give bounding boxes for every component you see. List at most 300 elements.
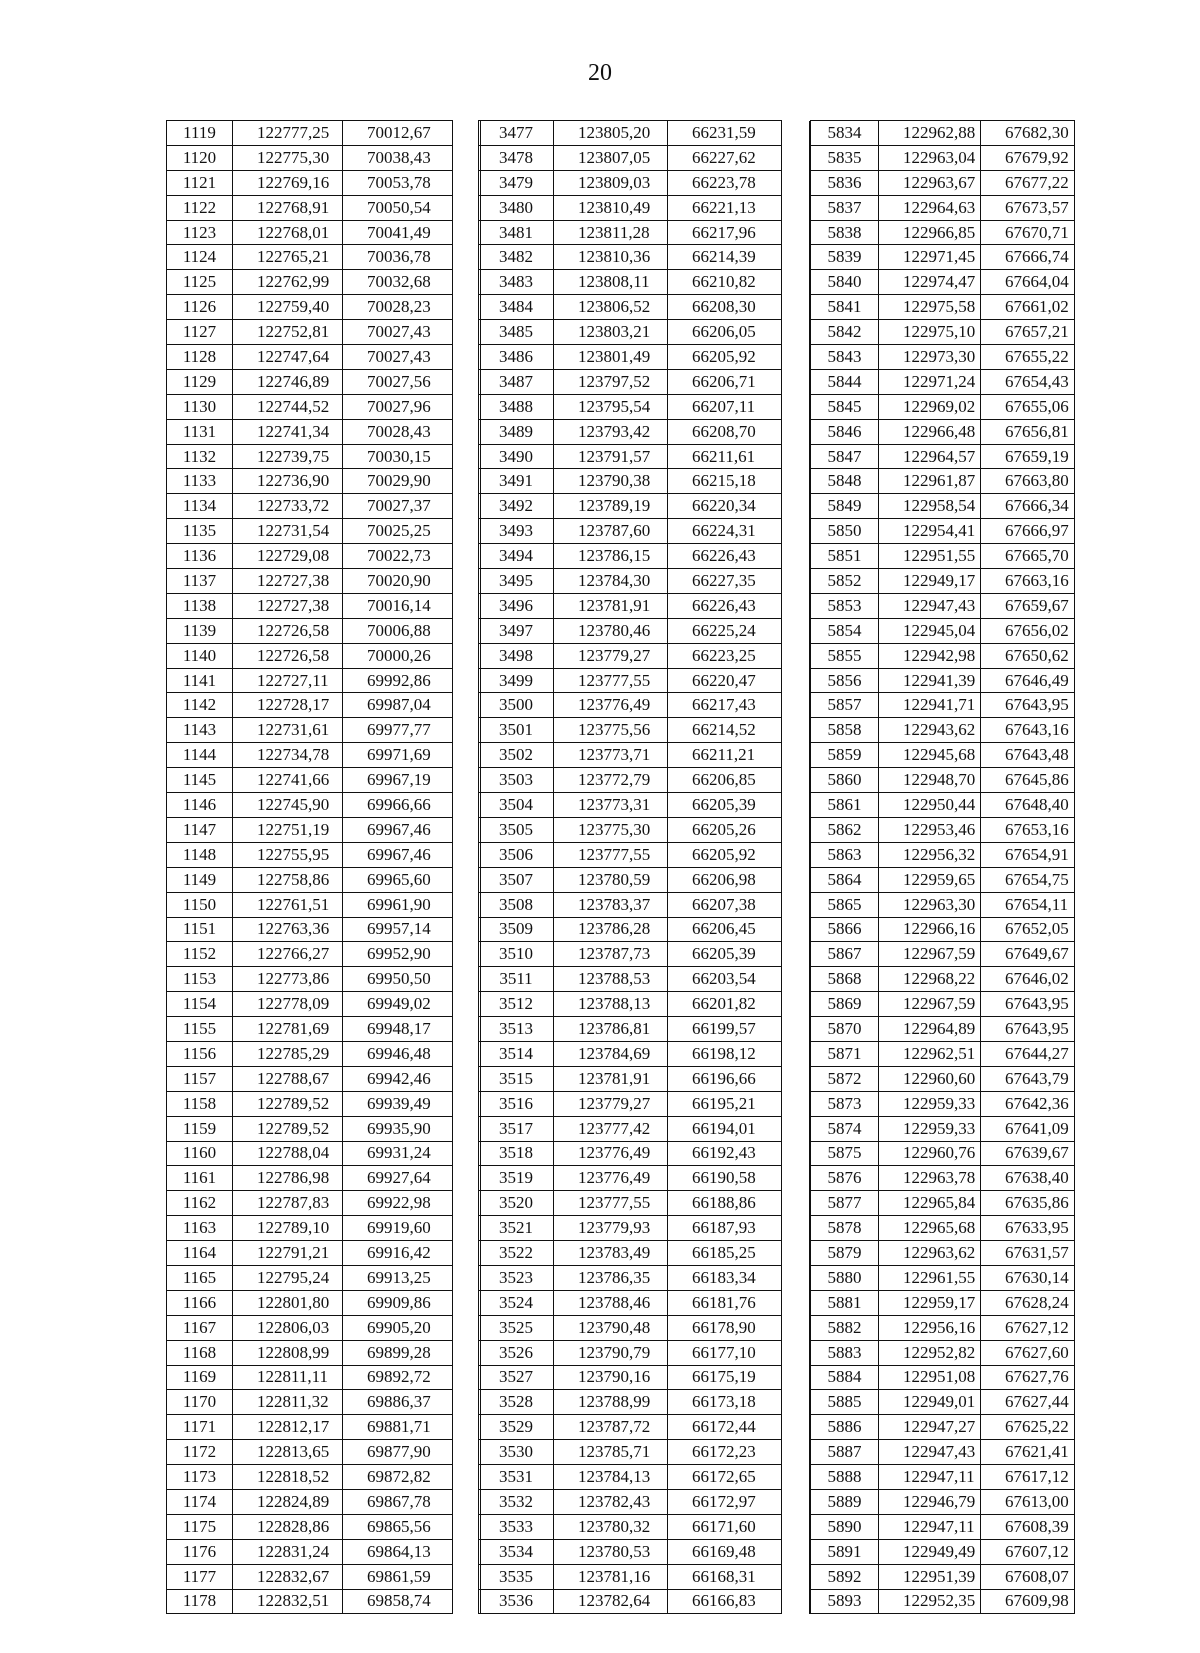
y-coordinate-cell: 66227,35	[668, 569, 782, 594]
x-coordinate-cell: 122755,95	[233, 842, 343, 867]
y-coordinate-cell: 67627,44	[981, 1390, 1075, 1415]
x-coordinate-cell: 123775,56	[554, 718, 668, 743]
y-coordinate-cell: 69966,66	[343, 793, 453, 818]
point-number-cell: 1159	[167, 1116, 233, 1141]
y-coordinate-cell: 66205,39	[668, 793, 782, 818]
point-number-cell: 5849	[811, 494, 879, 519]
x-coordinate-cell: 123776,49	[554, 1141, 668, 1166]
y-coordinate-cell: 67666,74	[981, 245, 1075, 270]
point-number-cell: 1177	[167, 1564, 233, 1589]
x-coordinate-cell: 122795,24	[233, 1265, 343, 1290]
table-row	[167, 842, 481, 867]
table-row	[167, 270, 481, 295]
point-number-cell: 3521	[479, 1216, 554, 1241]
column-gap	[782, 1539, 810, 1564]
table-row	[167, 519, 481, 544]
point-number-cell: 1136	[167, 544, 233, 569]
x-coordinate-cell: 122832,51	[233, 1589, 343, 1614]
point-number-cell: 5859	[811, 743, 879, 768]
x-coordinate-cell: 123784,30	[554, 569, 668, 594]
y-coordinate-cell: 69942,46	[343, 1066, 453, 1091]
x-coordinate-cell: 123786,35	[554, 1265, 668, 1290]
point-number-cell: 1149	[167, 867, 233, 892]
x-coordinate-cell: 122945,68	[879, 743, 981, 768]
point-number-cell: 5857	[811, 693, 879, 718]
point-number-cell: 5884	[811, 1365, 879, 1390]
column-gap	[453, 1415, 481, 1440]
y-coordinate-cell: 66206,98	[668, 867, 782, 892]
x-coordinate-cell: 123790,48	[554, 1315, 668, 1340]
column-gap	[782, 817, 810, 842]
table-row	[479, 593, 810, 618]
x-coordinate-cell: 122813,65	[233, 1440, 343, 1465]
column-gap	[453, 1390, 481, 1415]
table-row	[167, 967, 481, 992]
table-row	[811, 121, 1075, 146]
point-number-cell: 1161	[167, 1166, 233, 1191]
point-number-cell: 1167	[167, 1315, 233, 1340]
y-coordinate-cell: 66207,11	[668, 394, 782, 419]
x-coordinate-cell: 122828,86	[233, 1514, 343, 1539]
point-number-cell: 5865	[811, 892, 879, 917]
x-coordinate-cell: 123776,49	[554, 1166, 668, 1191]
table-row	[479, 170, 810, 195]
y-coordinate-cell: 70050,54	[343, 195, 453, 220]
x-coordinate-cell: 122832,67	[233, 1564, 343, 1589]
x-coordinate-cell: 122943,62	[879, 718, 981, 743]
column-gap	[453, 992, 481, 1017]
x-coordinate-cell: 122956,16	[879, 1315, 981, 1340]
table-row	[167, 170, 481, 195]
table-row	[479, 369, 810, 394]
point-number-cell: 3485	[479, 320, 554, 345]
column-gap	[782, 419, 810, 444]
table-row	[811, 519, 1075, 544]
point-number-cell: 1147	[167, 817, 233, 842]
table-row	[167, 693, 481, 718]
y-coordinate-cell: 67641,09	[981, 1116, 1075, 1141]
y-coordinate-cell: 67608,07	[981, 1564, 1075, 1589]
x-coordinate-cell: 122942,98	[879, 643, 981, 668]
column-gap	[782, 569, 810, 594]
x-coordinate-cell: 122731,54	[233, 519, 343, 544]
point-number-cell: 1176	[167, 1539, 233, 1564]
x-coordinate-cell: 122961,55	[879, 1265, 981, 1290]
y-coordinate-cell: 67654,75	[981, 867, 1075, 892]
y-coordinate-cell: 66198,12	[668, 1041, 782, 1066]
point-number-cell: 1120	[167, 145, 233, 170]
x-coordinate-cell: 122759,40	[233, 295, 343, 320]
y-coordinate-cell: 66211,61	[668, 444, 782, 469]
point-number-cell: 1125	[167, 270, 233, 295]
x-coordinate-cell: 122786,98	[233, 1166, 343, 1191]
point-number-cell: 5861	[811, 793, 879, 818]
y-coordinate-cell: 67663,80	[981, 469, 1075, 494]
point-number-cell: 5864	[811, 867, 879, 892]
y-coordinate-cell: 66173,18	[668, 1390, 782, 1415]
x-coordinate-cell: 122967,59	[879, 992, 981, 1017]
point-number-cell: 5855	[811, 643, 879, 668]
point-number-cell: 3508	[479, 892, 554, 917]
x-coordinate-cell: 123807,05	[554, 145, 668, 170]
x-coordinate-cell: 122768,01	[233, 220, 343, 245]
x-coordinate-cell: 123779,27	[554, 1091, 668, 1116]
point-number-cell: 3493	[479, 519, 554, 544]
point-number-cell: 5887	[811, 1440, 879, 1465]
point-number-cell: 3523	[479, 1265, 554, 1290]
x-coordinate-cell: 122731,61	[233, 718, 343, 743]
y-coordinate-cell: 69967,46	[343, 817, 453, 842]
point-number-cell: 1155	[167, 1017, 233, 1042]
column-gap	[782, 768, 810, 793]
x-coordinate-cell: 122947,43	[879, 1440, 981, 1465]
point-number-cell: 3529	[479, 1415, 554, 1440]
x-coordinate-cell: 122785,29	[233, 1041, 343, 1066]
table-row	[811, 1216, 1075, 1241]
table-row	[811, 394, 1075, 419]
table-row	[811, 668, 1075, 693]
y-coordinate-cell: 69913,25	[343, 1265, 453, 1290]
point-number-cell: 3502	[479, 743, 554, 768]
table-row	[479, 519, 810, 544]
table-row	[479, 1091, 810, 1116]
y-coordinate-cell: 66224,31	[668, 519, 782, 544]
point-number-cell: 1129	[167, 369, 233, 394]
x-coordinate-cell: 122727,38	[233, 569, 343, 594]
column-gap	[782, 1340, 810, 1365]
y-coordinate-cell: 66190,58	[668, 1166, 782, 1191]
point-number-cell: 5834	[811, 121, 879, 146]
point-number-cell: 1143	[167, 718, 233, 743]
point-number-cell: 3515	[479, 1066, 554, 1091]
table-row	[167, 1216, 481, 1241]
y-coordinate-cell: 66205,92	[668, 842, 782, 867]
x-coordinate-cell: 123781,16	[554, 1564, 668, 1589]
table-row	[167, 1017, 481, 1042]
point-number-cell: 1141	[167, 668, 233, 693]
column-gap	[453, 793, 481, 818]
table-row	[811, 1390, 1075, 1415]
table-row	[811, 817, 1075, 842]
table-row	[167, 1091, 481, 1116]
point-number-cell: 5873	[811, 1091, 879, 1116]
column-gap	[782, 1216, 810, 1241]
x-coordinate-cell: 123803,21	[554, 320, 668, 345]
point-number-cell: 3503	[479, 768, 554, 793]
column-gap	[453, 1241, 481, 1266]
point-number-cell: 5875	[811, 1141, 879, 1166]
column-gap	[782, 842, 810, 867]
x-coordinate-cell: 123779,27	[554, 643, 668, 668]
point-number-cell: 1131	[167, 419, 233, 444]
column-gap	[453, 544, 481, 569]
column-gap	[453, 693, 481, 718]
x-coordinate-cell: 122973,30	[879, 345, 981, 370]
column-gap	[782, 295, 810, 320]
x-coordinate-cell: 122789,10	[233, 1216, 343, 1241]
point-number-cell: 3519	[479, 1166, 554, 1191]
table-row	[811, 320, 1075, 345]
y-coordinate-cell: 66168,31	[668, 1564, 782, 1589]
column-gap	[453, 967, 481, 992]
table-row	[811, 1340, 1075, 1365]
column-gap	[453, 569, 481, 594]
column-gap	[453, 1041, 481, 1066]
column-gap	[782, 892, 810, 917]
column-gap	[453, 1365, 481, 1390]
y-coordinate-cell: 66192,43	[668, 1141, 782, 1166]
y-coordinate-cell: 66187,93	[668, 1216, 782, 1241]
y-coordinate-cell: 69967,19	[343, 768, 453, 793]
table-row	[167, 494, 481, 519]
y-coordinate-cell: 66172,65	[668, 1465, 782, 1490]
table-row	[811, 1066, 1075, 1091]
table-row	[479, 817, 810, 842]
point-number-cell: 3535	[479, 1564, 554, 1589]
point-number-cell: 1174	[167, 1489, 233, 1514]
table-row	[167, 469, 481, 494]
y-coordinate-cell: 67654,91	[981, 842, 1075, 867]
table-row	[479, 668, 810, 693]
point-number-cell: 1127	[167, 320, 233, 345]
point-number-cell: 3501	[479, 718, 554, 743]
x-coordinate-cell: 122733,72	[233, 494, 343, 519]
y-coordinate-cell: 69948,17	[343, 1017, 453, 1042]
point-number-cell: 3524	[479, 1290, 554, 1315]
column-gap	[453, 817, 481, 842]
point-number-cell: 5836	[811, 170, 879, 195]
point-number-cell: 5883	[811, 1340, 879, 1365]
y-coordinate-cell: 67648,40	[981, 793, 1075, 818]
y-coordinate-cell: 69927,64	[343, 1166, 453, 1191]
x-coordinate-cell: 122959,33	[879, 1116, 981, 1141]
point-number-cell: 1158	[167, 1091, 233, 1116]
x-coordinate-cell: 122947,27	[879, 1415, 981, 1440]
x-coordinate-cell: 122961,87	[879, 469, 981, 494]
x-coordinate-cell: 122953,46	[879, 817, 981, 842]
point-number-cell: 1150	[167, 892, 233, 917]
y-coordinate-cell: 67649,67	[981, 942, 1075, 967]
x-coordinate-cell: 123783,49	[554, 1241, 668, 1266]
y-coordinate-cell: 66172,44	[668, 1415, 782, 1440]
x-coordinate-cell: 122789,52	[233, 1116, 343, 1141]
table-row	[167, 1564, 481, 1589]
y-coordinate-cell: 66206,45	[668, 917, 782, 942]
table-row	[811, 1290, 1075, 1315]
y-coordinate-cell: 67631,57	[981, 1241, 1075, 1266]
x-coordinate-cell: 122965,84	[879, 1191, 981, 1216]
y-coordinate-cell: 66172,97	[668, 1489, 782, 1514]
x-coordinate-cell: 123777,42	[554, 1116, 668, 1141]
x-coordinate-cell: 122946,79	[879, 1489, 981, 1514]
column-gap	[453, 768, 481, 793]
column-gap	[782, 992, 810, 1017]
coordinate-table-block-1	[166, 120, 481, 1614]
y-coordinate-cell: 66195,21	[668, 1091, 782, 1116]
column-gap	[782, 1265, 810, 1290]
table-row	[167, 1390, 481, 1415]
y-coordinate-cell: 66188,86	[668, 1191, 782, 1216]
table-row	[479, 1041, 810, 1066]
column-gap	[453, 195, 481, 220]
column-gap	[782, 1489, 810, 1514]
table-row	[479, 618, 810, 643]
table-row	[167, 1066, 481, 1091]
column-gap	[782, 195, 810, 220]
y-coordinate-cell: 67625,22	[981, 1415, 1075, 1440]
x-coordinate-cell: 122949,49	[879, 1539, 981, 1564]
point-number-cell: 1169	[167, 1365, 233, 1390]
table-row	[479, 992, 810, 1017]
column-gap	[782, 668, 810, 693]
x-coordinate-cell: 122958,54	[879, 494, 981, 519]
x-coordinate-cell: 122947,43	[879, 593, 981, 618]
y-coordinate-cell: 69922,98	[343, 1191, 453, 1216]
column-gap	[782, 369, 810, 394]
point-number-cell: 3498	[479, 643, 554, 668]
x-coordinate-cell: 122734,78	[233, 743, 343, 768]
point-number-cell: 5893	[811, 1589, 879, 1614]
column-gap	[782, 394, 810, 419]
column-gap	[782, 1564, 810, 1589]
point-number-cell: 3478	[479, 145, 554, 170]
x-coordinate-cell: 123777,55	[554, 842, 668, 867]
y-coordinate-cell: 69939,49	[343, 1091, 453, 1116]
x-coordinate-cell: 122768,91	[233, 195, 343, 220]
y-coordinate-cell: 70041,49	[343, 220, 453, 245]
column-gap	[782, 1066, 810, 1091]
table-row	[167, 1191, 481, 1216]
point-number-cell: 1130	[167, 394, 233, 419]
y-coordinate-cell: 67656,81	[981, 419, 1075, 444]
x-coordinate-cell: 122766,27	[233, 942, 343, 967]
x-coordinate-cell: 123787,72	[554, 1415, 668, 1440]
x-coordinate-cell: 122765,21	[233, 245, 343, 270]
y-coordinate-cell: 66206,05	[668, 320, 782, 345]
point-number-cell: 3525	[479, 1315, 554, 1340]
point-number-cell: 1124	[167, 245, 233, 270]
column-gap	[453, 1191, 481, 1216]
y-coordinate-cell: 66231,59	[668, 121, 782, 146]
table-row	[167, 668, 481, 693]
y-coordinate-cell: 66201,82	[668, 992, 782, 1017]
y-coordinate-cell: 66214,52	[668, 718, 782, 743]
point-number-cell: 5892	[811, 1564, 879, 1589]
point-number-cell: 1128	[167, 345, 233, 370]
table-row	[811, 1465, 1075, 1490]
point-number-cell: 5886	[811, 1415, 879, 1440]
x-coordinate-cell: 122963,67	[879, 170, 981, 195]
x-coordinate-cell: 123791,57	[554, 444, 668, 469]
point-number-cell: 1154	[167, 992, 233, 1017]
column-gap	[782, 1589, 810, 1614]
x-coordinate-cell: 122761,51	[233, 892, 343, 917]
table-row	[167, 419, 481, 444]
column-gap	[453, 1017, 481, 1042]
column-gap	[453, 1465, 481, 1490]
column-gap	[782, 320, 810, 345]
column-gap	[453, 1440, 481, 1465]
point-number-cell: 1140	[167, 643, 233, 668]
column-gap	[782, 544, 810, 569]
x-coordinate-cell: 122962,88	[879, 121, 981, 146]
point-number-cell: 5889	[811, 1489, 879, 1514]
y-coordinate-cell: 66194,01	[668, 1116, 782, 1141]
x-coordinate-cell: 122966,85	[879, 220, 981, 245]
x-coordinate-cell: 122758,86	[233, 867, 343, 892]
column-gap	[453, 1265, 481, 1290]
point-number-cell: 3511	[479, 967, 554, 992]
x-coordinate-cell: 122969,02	[879, 394, 981, 419]
table-row	[167, 345, 481, 370]
point-number-cell: 3489	[479, 419, 554, 444]
point-number-cell: 1144	[167, 743, 233, 768]
y-coordinate-cell: 67643,79	[981, 1066, 1075, 1091]
x-coordinate-cell: 122963,78	[879, 1166, 981, 1191]
x-coordinate-cell: 123810,49	[554, 195, 668, 220]
table-row	[811, 1166, 1075, 1191]
x-coordinate-cell: 122941,39	[879, 668, 981, 693]
point-number-cell: 3486	[479, 345, 554, 370]
column-gap	[453, 1539, 481, 1564]
point-number-cell: 5858	[811, 718, 879, 743]
table-row	[811, 1017, 1075, 1042]
point-number-cell: 5888	[811, 1465, 879, 1490]
point-number-cell: 5840	[811, 270, 879, 295]
table-row	[167, 1415, 481, 1440]
table-row	[479, 1440, 810, 1465]
table-row	[167, 718, 481, 743]
x-coordinate-cell: 122801,80	[233, 1290, 343, 1315]
x-coordinate-cell: 123809,03	[554, 170, 668, 195]
column-gap	[782, 1465, 810, 1490]
y-coordinate-cell: 67628,24	[981, 1290, 1075, 1315]
x-coordinate-cell: 122967,59	[879, 942, 981, 967]
y-coordinate-cell: 69952,90	[343, 942, 453, 967]
table-row	[167, 145, 481, 170]
table-row	[479, 394, 810, 419]
y-coordinate-cell: 69971,69	[343, 743, 453, 768]
column-gap	[453, 1340, 481, 1365]
y-coordinate-cell: 70025,25	[343, 519, 453, 544]
table-row	[167, 220, 481, 245]
x-coordinate-cell: 123793,42	[554, 419, 668, 444]
point-number-cell: 5877	[811, 1191, 879, 1216]
y-coordinate-cell: 70053,78	[343, 170, 453, 195]
point-number-cell: 1178	[167, 1589, 233, 1614]
point-number-cell: 3494	[479, 544, 554, 569]
table-row	[167, 892, 481, 917]
y-coordinate-cell: 67650,62	[981, 643, 1075, 668]
x-coordinate-cell: 122824,89	[233, 1489, 343, 1514]
x-coordinate-cell: 123777,55	[554, 1191, 668, 1216]
table-row	[811, 743, 1075, 768]
y-coordinate-cell: 70027,43	[343, 345, 453, 370]
table-row	[479, 1241, 810, 1266]
x-coordinate-cell: 123786,81	[554, 1017, 668, 1042]
point-number-cell: 1162	[167, 1191, 233, 1216]
y-coordinate-cell: 67643,48	[981, 743, 1075, 768]
table-row	[811, 842, 1075, 867]
table-row	[479, 1315, 810, 1340]
x-coordinate-cell: 122791,21	[233, 1241, 343, 1266]
table-row	[479, 544, 810, 569]
point-number-cell: 3488	[479, 394, 554, 419]
table-row	[811, 494, 1075, 519]
table-row	[479, 1066, 810, 1091]
x-coordinate-cell: 123781,91	[554, 1066, 668, 1091]
x-coordinate-cell: 123783,37	[554, 892, 668, 917]
